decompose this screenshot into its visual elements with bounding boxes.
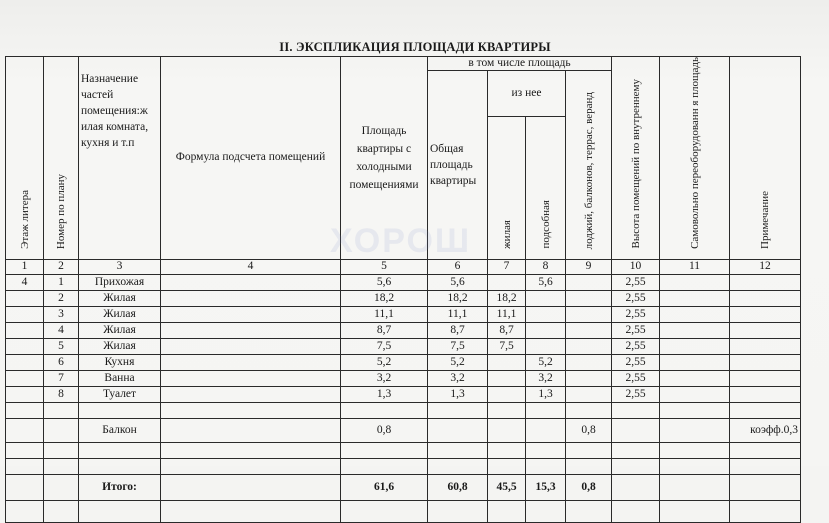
cell-loggia bbox=[566, 402, 612, 418]
table-row bbox=[6, 306, 801, 322]
cell-no: 2 bbox=[44, 290, 79, 306]
cell-height: 2,55 bbox=[612, 370, 660, 386]
header-height: Высота помещений по внутреннему bbox=[612, 57, 660, 260]
cell-empty bbox=[660, 474, 730, 500]
cell-aux bbox=[526, 290, 566, 306]
cell-floor: 4 bbox=[6, 274, 44, 290]
cell-area: 1,3 bbox=[341, 386, 428, 402]
cell-height: 2,55 bbox=[612, 290, 660, 306]
cell-empty bbox=[660, 274, 730, 290]
cell-no: 3 bbox=[44, 306, 79, 322]
cell-total: 5,6 bbox=[428, 274, 488, 290]
table-row bbox=[6, 458, 801, 474]
cell-loggia bbox=[566, 458, 612, 474]
cell-area: 8,7 bbox=[341, 322, 428, 338]
cell-empty bbox=[660, 338, 730, 354]
cell-empty bbox=[660, 402, 730, 418]
cell-name: Жилая bbox=[79, 306, 161, 322]
column-number: 9 bbox=[566, 259, 612, 274]
cell-floor bbox=[6, 306, 44, 322]
column-numbers-row bbox=[6, 259, 801, 274]
cell-floor bbox=[6, 322, 44, 338]
cell-living: 11,1 bbox=[488, 306, 526, 322]
cell-aux bbox=[526, 418, 566, 442]
cell-empty bbox=[612, 474, 660, 500]
cell-empty bbox=[161, 290, 341, 306]
cell-area bbox=[341, 458, 428, 474]
column-number: 8 bbox=[526, 259, 566, 274]
cell-empty bbox=[161, 274, 341, 290]
cell-floor bbox=[6, 386, 44, 402]
cell-living bbox=[488, 442, 526, 458]
column-number: 6 bbox=[428, 259, 488, 274]
cell-empty bbox=[161, 500, 341, 522]
cell-total bbox=[428, 402, 488, 418]
cell-empty bbox=[660, 418, 730, 442]
cell-aux bbox=[526, 442, 566, 458]
cell-empty bbox=[660, 370, 730, 386]
cell-name: Жилая bbox=[79, 322, 161, 338]
cell-area bbox=[341, 442, 428, 458]
cell-no: 4 bbox=[44, 322, 79, 338]
cell-loggia bbox=[566, 442, 612, 458]
table-row bbox=[6, 500, 801, 522]
cell-area: 11,1 bbox=[341, 306, 428, 322]
cell-empty bbox=[660, 500, 730, 522]
cell-height bbox=[612, 442, 660, 458]
cell-no: 6 bbox=[44, 354, 79, 370]
column-number: 10 bbox=[612, 259, 660, 274]
cell-loggia bbox=[566, 290, 612, 306]
cell-note bbox=[730, 306, 801, 322]
cell-empty bbox=[161, 458, 341, 474]
cell-total: 1,3 bbox=[428, 386, 488, 402]
table-row bbox=[6, 402, 801, 418]
document-title: II. ЭКСПЛИКАЦИЯ ПЛОЩАДИ КВАРТИРЫ bbox=[279, 40, 551, 54]
cell-no bbox=[44, 458, 79, 474]
cell-note bbox=[730, 354, 801, 370]
cell-note bbox=[730, 322, 801, 338]
column-number: 3 bbox=[79, 259, 161, 274]
table-row bbox=[6, 370, 801, 386]
cell-living: 7,5 bbox=[488, 338, 526, 354]
watermark-logo: ХОРОШ bbox=[330, 222, 472, 260]
cell-aux bbox=[526, 338, 566, 354]
cell-empty bbox=[566, 500, 612, 522]
cell-name: Балкон bbox=[79, 418, 161, 442]
cell-aux: 5,6 bbox=[526, 274, 566, 290]
explication-table bbox=[5, 56, 801, 523]
cell-height: 2,55 bbox=[612, 274, 660, 290]
cell-empty bbox=[660, 386, 730, 402]
cell-total: 3,2 bbox=[428, 370, 488, 386]
cell-empty bbox=[730, 474, 801, 500]
header-living: жилая bbox=[488, 117, 526, 260]
cell-aux: 5,2 bbox=[526, 354, 566, 370]
cell-loggia bbox=[566, 386, 612, 402]
table-row bbox=[6, 386, 801, 402]
cell-living bbox=[488, 402, 526, 418]
header-unauthorized: Самовольно переоборудованн я площадь bbox=[660, 57, 730, 260]
column-number: 7 bbox=[488, 259, 526, 274]
cell-no: 7 bbox=[44, 370, 79, 386]
header-plan-number: Номер по плану bbox=[44, 57, 79, 260]
cell-floor bbox=[6, 458, 44, 474]
table-row bbox=[6, 354, 801, 370]
cell-height bbox=[612, 458, 660, 474]
cell-height: 2,55 bbox=[612, 322, 660, 338]
cell-empty bbox=[730, 500, 801, 522]
cell-total bbox=[428, 442, 488, 458]
cell-area: 7,5 bbox=[341, 338, 428, 354]
cell-aux bbox=[526, 402, 566, 418]
cell-total bbox=[428, 418, 488, 442]
cell-aux bbox=[526, 306, 566, 322]
cell-area: 18,2 bbox=[341, 290, 428, 306]
cell-living bbox=[488, 274, 526, 290]
cell-empty bbox=[161, 418, 341, 442]
cell-empty bbox=[6, 500, 44, 522]
cell-empty bbox=[161, 322, 341, 338]
table-row bbox=[6, 290, 801, 306]
header-formula: Формула подсчета помещений bbox=[161, 57, 341, 260]
header-floor-letter: Этаж литера bbox=[6, 57, 44, 260]
cell-living bbox=[488, 354, 526, 370]
cell-empty bbox=[161, 370, 341, 386]
cell-empty bbox=[6, 474, 44, 500]
cell-empty bbox=[428, 500, 488, 522]
cell-loggia bbox=[566, 322, 612, 338]
cell-height: 2,55 bbox=[612, 306, 660, 322]
cell-empty bbox=[161, 386, 341, 402]
cell-floor bbox=[6, 442, 44, 458]
cell-empty bbox=[161, 442, 341, 458]
cell-floor bbox=[6, 338, 44, 354]
cell-name: Прихожая bbox=[79, 274, 161, 290]
column-number: 2 bbox=[44, 259, 79, 274]
cell-aux: 3,2 bbox=[526, 370, 566, 386]
cell-height: 2,55 bbox=[612, 354, 660, 370]
cell-living bbox=[488, 458, 526, 474]
cell-note bbox=[730, 442, 801, 458]
table-row bbox=[6, 338, 801, 354]
cell-empty bbox=[44, 474, 79, 500]
cell-height: 2,55 bbox=[612, 386, 660, 402]
cell-note bbox=[730, 386, 801, 402]
cell-name bbox=[79, 458, 161, 474]
cell-note: коэфф.0,3 bbox=[730, 418, 801, 442]
total-loggia: 0,8 bbox=[566, 474, 612, 500]
header-including: в том числе площадь bbox=[428, 57, 612, 71]
cell-area: 3,2 bbox=[341, 370, 428, 386]
cell-height bbox=[612, 402, 660, 418]
cell-total: 11,1 bbox=[428, 306, 488, 322]
column-number: 1 bbox=[6, 259, 44, 274]
table-row bbox=[6, 418, 801, 442]
column-number: 12 bbox=[730, 259, 801, 274]
cell-living bbox=[488, 418, 526, 442]
header-note: Примечание bbox=[730, 57, 801, 260]
cell-aux: 1,3 bbox=[526, 386, 566, 402]
cell-empty bbox=[526, 500, 566, 522]
cell-empty bbox=[660, 290, 730, 306]
cell-note bbox=[730, 370, 801, 386]
table-row bbox=[6, 442, 801, 458]
cell-height bbox=[612, 418, 660, 442]
cell-no bbox=[44, 418, 79, 442]
table-row bbox=[6, 274, 801, 290]
column-number: 4 bbox=[161, 259, 341, 274]
cell-living: 8,7 bbox=[488, 322, 526, 338]
cell-floor bbox=[6, 290, 44, 306]
cell-loggia bbox=[566, 370, 612, 386]
cell-empty bbox=[612, 500, 660, 522]
cell-no: 5 bbox=[44, 338, 79, 354]
cell-empty bbox=[660, 458, 730, 474]
cell-total: 5,2 bbox=[428, 354, 488, 370]
cell-name: Жилая bbox=[79, 338, 161, 354]
cell-name: Туалет bbox=[79, 386, 161, 402]
cell-empty bbox=[161, 306, 341, 322]
cell-loggia: 0,8 bbox=[566, 418, 612, 442]
header-purpose: Назначение частей помещения:ж илая комната, кухня и т.п bbox=[79, 57, 161, 260]
cell-note bbox=[730, 458, 801, 474]
cell-empty bbox=[44, 500, 79, 522]
cell-loggia bbox=[566, 354, 612, 370]
cell-name: Жилая bbox=[79, 290, 161, 306]
cell-note bbox=[730, 402, 801, 418]
cell-floor bbox=[6, 418, 44, 442]
cell-empty bbox=[161, 338, 341, 354]
column-number: 11 bbox=[660, 259, 730, 274]
total-total: 60,8 bbox=[428, 474, 488, 500]
cell-empty bbox=[161, 474, 341, 500]
cell-empty bbox=[660, 322, 730, 338]
cell-area: 5,6 bbox=[341, 274, 428, 290]
cell-area: 0,8 bbox=[341, 418, 428, 442]
cell-empty bbox=[660, 354, 730, 370]
cell-note bbox=[730, 290, 801, 306]
totals-row bbox=[6, 474, 801, 500]
cell-empty bbox=[660, 306, 730, 322]
column-number: 5 bbox=[341, 259, 428, 274]
total-area: 61,6 bbox=[341, 474, 428, 500]
cell-aux bbox=[526, 322, 566, 338]
cell-loggia bbox=[566, 306, 612, 322]
cell-height: 2,55 bbox=[612, 338, 660, 354]
cell-no bbox=[44, 402, 79, 418]
cell-total: 18,2 bbox=[428, 290, 488, 306]
total-aux: 15,3 bbox=[526, 474, 566, 500]
cell-floor bbox=[6, 402, 44, 418]
cell-name: Кухня bbox=[79, 354, 161, 370]
cell-floor bbox=[6, 354, 44, 370]
cell-note bbox=[730, 274, 801, 290]
cell-no bbox=[44, 442, 79, 458]
cell-empty bbox=[341, 500, 428, 522]
cell-floor bbox=[6, 370, 44, 386]
table-row bbox=[6, 322, 801, 338]
cell-living bbox=[488, 386, 526, 402]
header-of-which: из нее bbox=[488, 71, 566, 117]
cell-note bbox=[730, 338, 801, 354]
header-area-cold: Площадь квартиры с холодными помещениями bbox=[341, 57, 428, 260]
cell-empty bbox=[488, 500, 526, 522]
cell-name bbox=[79, 402, 161, 418]
cell-total: 7,5 bbox=[428, 338, 488, 354]
cell-living bbox=[488, 370, 526, 386]
cell-total bbox=[428, 458, 488, 474]
cell-no: 1 bbox=[44, 274, 79, 290]
header-loggias: лоджий, балконов, террас, веранд bbox=[566, 71, 612, 260]
cell-no: 8 bbox=[44, 386, 79, 402]
total-label: Итого: bbox=[79, 474, 161, 500]
cell-empty bbox=[660, 442, 730, 458]
cell-empty bbox=[79, 500, 161, 522]
cell-name bbox=[79, 442, 161, 458]
cell-loggia bbox=[566, 338, 612, 354]
cell-area bbox=[341, 402, 428, 418]
cell-living: 18,2 bbox=[488, 290, 526, 306]
cell-total: 8,7 bbox=[428, 322, 488, 338]
cell-area: 5,2 bbox=[341, 354, 428, 370]
cell-empty bbox=[161, 402, 341, 418]
cell-name: Ванна bbox=[79, 370, 161, 386]
cell-empty bbox=[161, 354, 341, 370]
total-living: 45,5 bbox=[488, 474, 526, 500]
header-total-area: Общая площадь квартиры bbox=[428, 71, 488, 260]
header-auxiliary: подсобная bbox=[526, 117, 566, 260]
cell-loggia bbox=[566, 274, 612, 290]
cell-aux bbox=[526, 458, 566, 474]
